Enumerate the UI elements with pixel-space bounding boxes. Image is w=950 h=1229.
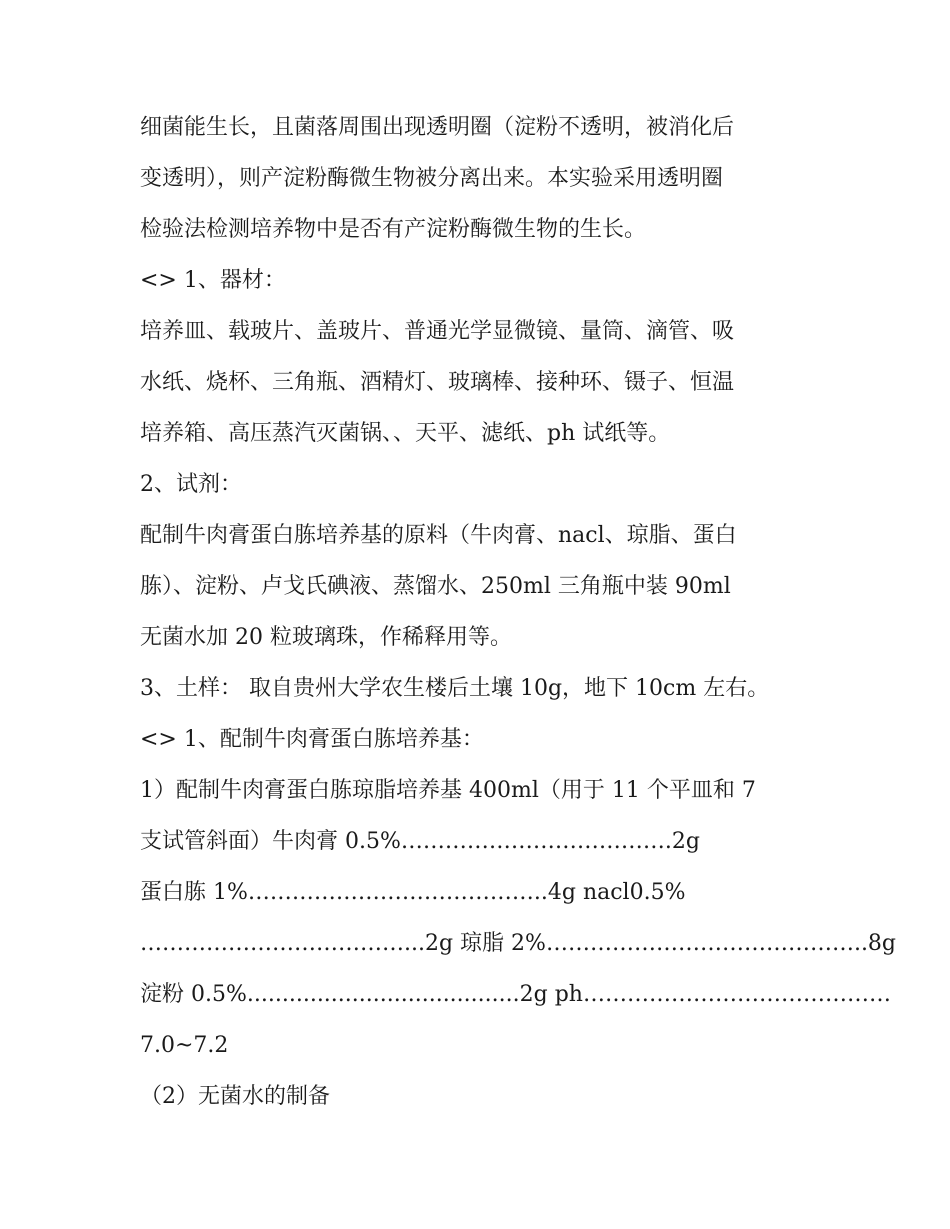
subsection-heading-sterile-water: （2）无菌水的制备 xyxy=(140,1084,330,1109)
text-line-3: 检验法检测培养物中是否有产淀粉酶微生物的生长。 xyxy=(140,217,647,242)
text-line-17: ………………………………...2g 琼脂 2%……………………………………..8g xyxy=(140,931,897,956)
text-line-18: 淀粉 0.5%.......................................2g ph…………………………………… xyxy=(140,982,891,1007)
document-body xyxy=(140,102,897,1122)
text-line-1: 细菌能生长，且菌落周围出现透明圈（淀粉不透明，被消化后 xyxy=(140,115,735,140)
text-line-10: 胨）、淀粉、卢戈氏碘液、蒸馏水、250ml 三角瓶中装 90ml xyxy=(140,574,731,599)
text-line-15: 支试管斜面）牛肉膏 0.5%……………………………….2g xyxy=(140,829,700,854)
section-heading-soil-sample: 3、土样： 取自贵州大学农生楼后土壤 10g，地下 10cm 左右。 xyxy=(140,676,770,701)
text-line-19: 7.0~7.2 xyxy=(140,1033,229,1058)
text-line-11: 无菌水加 20 粒玻璃珠，作稀释用等。 xyxy=(140,625,512,650)
section-heading-reagents: 2、试剂： xyxy=(140,472,242,497)
section-heading-medium-prep: <> 1、配制牛肉膏蛋白胨培养基： xyxy=(140,727,484,752)
text-line-6: 水纸、烧杯、三角瓶、酒精灯、玻璃棒、接种环、镊子、恒温 xyxy=(140,370,735,395)
text-line-5: 培养皿、载玻片、盖玻片、普通光学显微镜、量筒、滴管、吸 xyxy=(140,319,735,344)
text-line-16: 蛋白胨 1%…………………………………..4g nacl0.5% xyxy=(140,880,686,905)
text-line-9: 配制牛肉膏蛋白胨培养基的原料（牛肉膏、nacl、琼脂、蛋白 xyxy=(140,523,737,548)
text-line-2: 变透明），则产淀粉酶微生物被分离出来。本实验采用透明圈 xyxy=(140,166,724,191)
text-line-14: 1）配制牛肉膏蛋白胨琼脂培养基 400ml（用于 11 个平皿和 7 xyxy=(140,778,756,803)
section-heading-equipment: <> 1、器材： xyxy=(140,268,286,293)
text-line-7: 培养箱、高压蒸汽灭菌锅、、天平、滤纸、ph 试纸等。 xyxy=(140,421,671,446)
